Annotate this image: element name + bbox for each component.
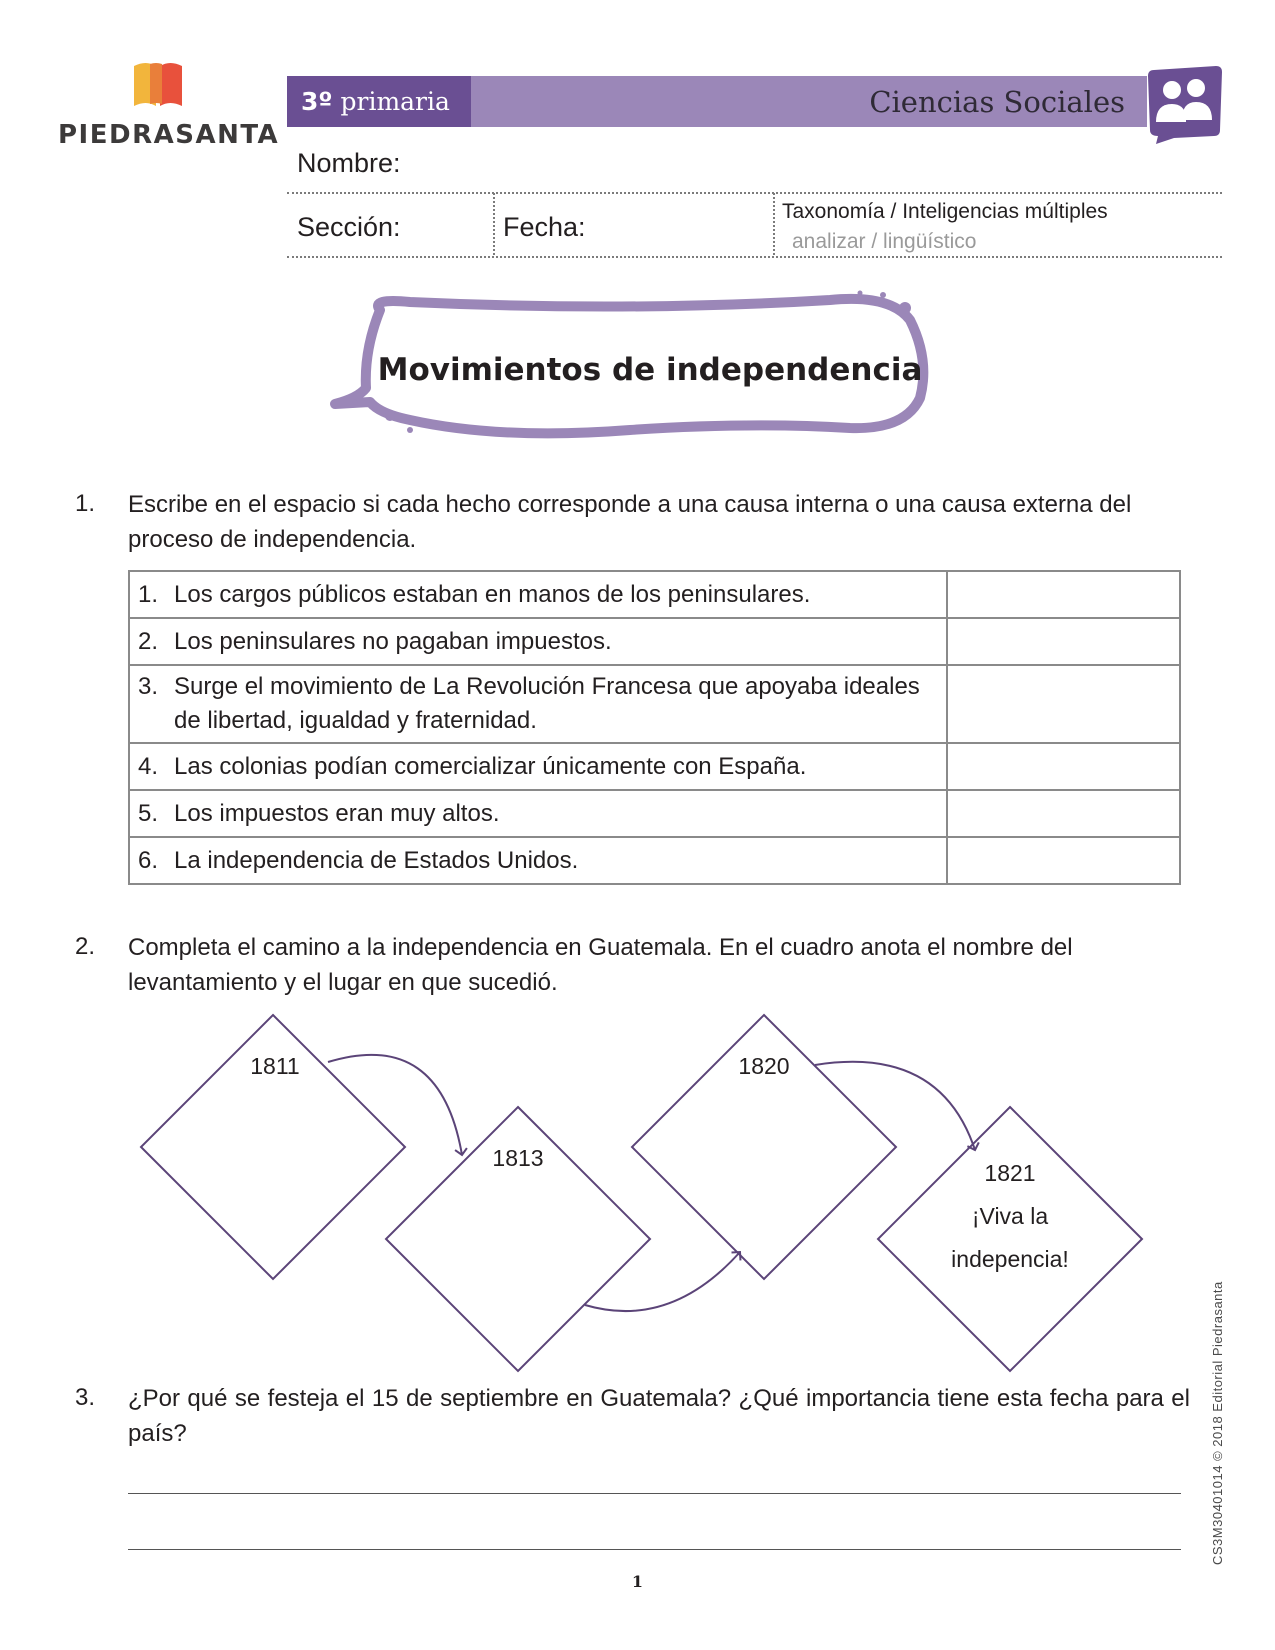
causes-table: [128, 570, 1181, 885]
diamond-note-line: indepencia!: [951, 1246, 1069, 1272]
table-row: [129, 837, 1180, 884]
subject-title: Ciencias Sociales: [869, 84, 1125, 119]
book-logo-icon: [132, 60, 184, 108]
answer-line[interactable]: [128, 1493, 1181, 1494]
table-row: [129, 743, 1180, 790]
answer-cell[interactable]: [947, 790, 1180, 837]
question-1-number: 1.: [75, 490, 96, 517]
fact-text: Los peninsulares no pagaban impuestos.: [174, 627, 612, 655]
fact-text: Los impuestos eran muy altos.: [174, 799, 500, 827]
diamond-box-1821[interactable]: [878, 1107, 1142, 1371]
publisher-logo: [58, 60, 280, 155]
table-row: [129, 571, 1180, 618]
answer-cell[interactable]: [947, 571, 1180, 618]
divider: [493, 193, 495, 255]
row-number: 1.: [138, 580, 159, 608]
diamond-note-line: ¡Viva la: [971, 1203, 1049, 1229]
divider: [287, 256, 1222, 258]
grade-number: 3º: [301, 87, 333, 116]
fact-text: Las colonias podían comercializar únicamente con España.: [174, 752, 807, 780]
question-2-number: 2.: [75, 933, 96, 960]
fact-cell: [129, 837, 947, 884]
answer-cell[interactable]: [947, 743, 1180, 790]
section-label: Sección:: [297, 212, 401, 242]
diamond-year-label: 1821: [984, 1160, 1036, 1186]
row-number: 5.: [138, 799, 159, 827]
diagram-shapes: [0, 1000, 1275, 1400]
diamond-year-label: 1813: [492, 1145, 544, 1171]
fact-text: Los cargos públicos estaban en manos de los peninsulares.: [174, 580, 811, 608]
answer-cell[interactable]: [947, 665, 1180, 743]
question-3-text: ¿Por qué se festeja el 15 de septiembre en Guatemala? ¿Qué importancia tiene esta fecha para el país?: [128, 1385, 1190, 1447]
people-icon: [1146, 64, 1222, 144]
diamond-year-label: 1820: [738, 1053, 790, 1079]
table-row: [129, 618, 1180, 665]
row-number: 3.: [138, 673, 159, 700]
row-number: 2.: [138, 627, 159, 655]
table-row: [129, 790, 1180, 837]
taxonomy-values: analizar / lingüístico: [792, 230, 977, 253]
answer-cell[interactable]: [947, 837, 1180, 884]
fact-cell: [129, 618, 947, 665]
name-label: Nombre:: [297, 148, 401, 178]
divider: [287, 192, 1222, 194]
row-number: 4.: [138, 752, 159, 780]
fact-text: Surge el movimiento de La Revolución Francesa que apoyaba ideales de libertad, igualdad y fraternidad.: [174, 673, 920, 734]
fact-cell: [129, 571, 947, 618]
date-label: Fecha:: [503, 212, 586, 242]
question-2-text: Completa el camino a la independencia en Guatemala. En el cuadro anota el nombre del levantamiento y el lugar en que sucedió.: [128, 934, 1073, 996]
brand-name: PIEDRASANTA: [58, 120, 280, 150]
fact-cell: [129, 743, 947, 790]
fact-cell: [129, 665, 947, 743]
fact-text: La independencia de Estados Unidos.: [174, 846, 579, 874]
fact-cell: [129, 790, 947, 837]
table-row: [129, 665, 1180, 743]
copyright-code: CS3M30401014 © 2018 Editorial Piedrasanta: [1210, 1281, 1225, 1565]
answer-cell[interactable]: [947, 618, 1180, 665]
independence-path-diagram: [0, 1000, 1275, 1400]
grade-label: primaria: [340, 87, 450, 116]
row-number: 6.: [138, 846, 159, 874]
diamond-year-label: 1811: [250, 1053, 300, 1079]
page-number: 1: [631, 1572, 644, 1591]
grade-badge: [287, 76, 471, 127]
page-title: Movimientos de independencia: [377, 352, 923, 388]
taxonomy-label: Taxonomía / Inteligencias múltiples: [782, 200, 1108, 223]
question-1-text: Escribe en el espacio si cada hecho corresponde a una causa interna o una causa externa del proceso de independencia.: [128, 491, 1132, 553]
divider: [773, 193, 775, 255]
answer-line[interactable]: [128, 1549, 1181, 1550]
question-3-number: 3.: [75, 1384, 96, 1411]
